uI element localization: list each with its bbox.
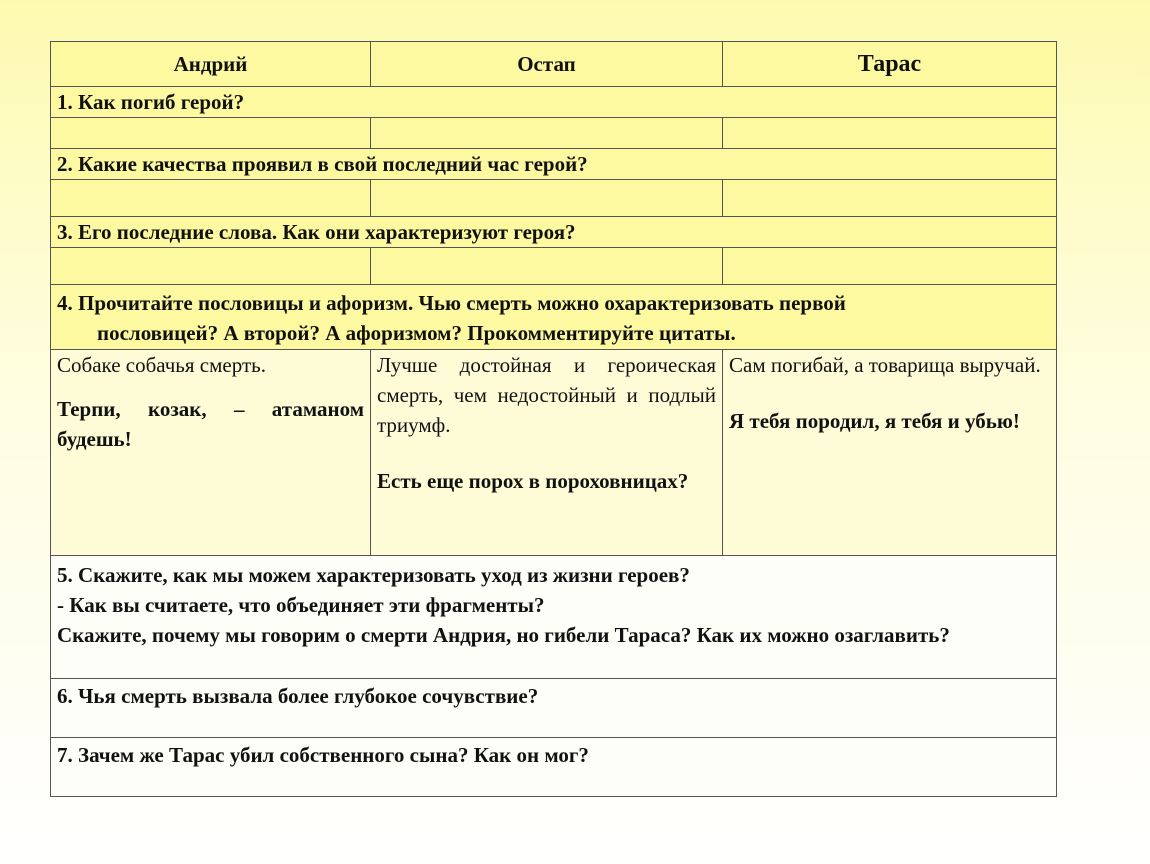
quote-cell-andriy [51,350,371,556]
answer-cell-3-andriy[interactable] [51,248,371,285]
answer-cell-1-ostap[interactable] [371,118,723,149]
proverb-andriy: Собаке собачья смерть. [57,353,266,377]
quote-cell-ostap [371,350,723,556]
answer-cell-2-andriy[interactable] [51,180,371,217]
question-4-line-2: пословицей? А второй? А афоризмом? Прокомментируйте цитаты. [97,321,736,345]
answer-cell-1-andriy[interactable] [51,118,371,149]
answer-cell-2-ostap[interactable] [371,180,723,217]
answer-cell-3-taras[interactable] [723,248,1057,285]
answer-cell-1-taras[interactable] [723,118,1057,149]
answer-cell-2-taras[interactable] [723,180,1057,217]
header-row [51,42,1057,87]
aphorism-ostap: Есть еще порох в пороховницах? [377,469,689,493]
quote-cell-taras [723,350,1057,556]
characters-table [50,41,1057,797]
header-ostap: Остап [371,42,723,87]
question-6: 6. Чья смерть вызвала более глубокое сочувствие? [51,679,1057,738]
header-taras: Тарас [723,42,1057,87]
question-3: 3. Его последние слова. Как они характеризуют героя? [51,217,1057,248]
question-7: 7. Зачем же Тарас убил собственного сына? Как он мог? [51,738,1057,797]
proverb-taras: Сам погибай, а товарища выручай. [729,353,1041,377]
aphorism-taras: Я тебя породил, я тебя и убью! [729,409,1020,433]
question-1: 1. Как погиб герой? [51,87,1057,118]
question-5-line-2: - Как вы считаете, что объединяет эти фрагменты? [57,593,545,617]
question-5-line-1: 5. Скажите, как мы можем характеризовать уход из жизни героев? [57,563,690,587]
question-4 [51,285,1057,350]
question-4-line-1: 4. Прочитайте пословицы и афоризм. Чью смерть можно охарактеризовать первой [57,291,846,315]
question-5-line-3: Скажите, почему мы говорим о смерти Андрия, но гибели Тараса? Как их можно озаглавить? [57,623,950,647]
aphorism-andriy: Терпи, козак, – атаманом будешь! [57,397,364,451]
answer-cell-3-ostap[interactable] [371,248,723,285]
question-2: 2. Какие качества проявил в свой последний час герой? [51,149,1057,180]
proverb-ostap: Лучше достойная и героическая смерть, чем недостойный и подлый триумф. [377,353,716,437]
header-andriy: Андрий [51,42,371,87]
question-5 [51,556,1057,679]
